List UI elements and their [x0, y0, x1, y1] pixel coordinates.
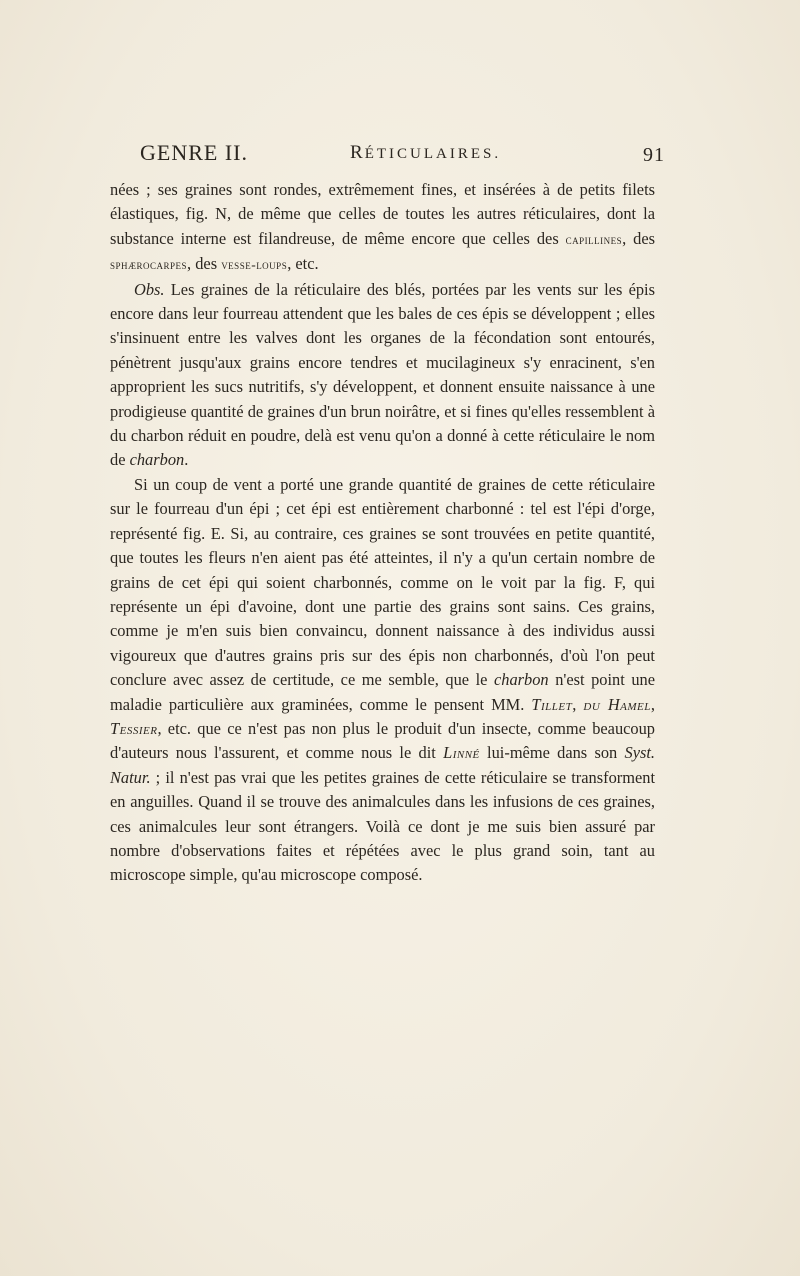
genre-label: GENRE II.: [140, 140, 248, 165]
work-syst-natur: Syst. Natur.: [110, 743, 656, 787]
author-tessier: Tessier: [110, 718, 158, 738]
text-run: nées ; ses graines sont rondes, extrêmement fines, et insérées à de petits filets élastiques, fig. N, de même que celles de toutes les autres réticulaires, dont la substance interne est filandreuse, de même encore que celles des: [110, 180, 655, 248]
term-charbon: charbon: [494, 670, 549, 690]
text-run: , des: [187, 254, 222, 274]
text-run: ,: [650, 694, 655, 714]
author-tillet: Tillet: [531, 694, 573, 714]
term-charbon: charbon: [129, 450, 185, 470]
section-title-rest: ÉTICULAIRES.: [364, 146, 502, 162]
genus-capillines: capillines: [565, 231, 623, 247]
text-run: , etc. que ce n'est pas non plus le produit d'un insecte, comme beaucoup d'auteurs nous l'assurent, et comme nous le dit: [110, 718, 655, 763]
text-run: .: [184, 450, 189, 470]
section-title: [350, 142, 501, 164]
section-title-initial: R: [350, 142, 365, 163]
genus-vesse-loups: vesse-loups: [221, 257, 288, 273]
paragraph-2: [110, 278, 655, 473]
author-du-hamel: du Hamel: [583, 694, 651, 714]
paragraph-1: [110, 178, 655, 278]
text-run: , des: [622, 228, 655, 248]
paragraph-3: [110, 473, 655, 888]
author-linne: Linné: [443, 743, 480, 763]
genus-sphaerocarpes: sphærocarpes: [110, 257, 188, 273]
text-run: Si un coup de vent a porté une grande quantité de graines de cette réticulaire sur le fourreau d'un épi ; cet épi est entièrement charbonné : tel est l'épi d'orge, représenté fig. E. Si, au contraire, ces graines se sont trouvées en petite quantité, que toutes les fleurs n'en aient pas été atteintes, il n'y a qu'un certain nombre de grains de cet épi qui soient charbonnés, comme on le voit par la fig. F, qui représente un épi d'avoine, dont une partie des grains sont sains. Ces grains, comme je m'en suis bien convaincu, donnent naissance à des individus aussi vigoureux que d'autres grains pris sur des épis non charbonnés, d'où l'on peut conclure avec assez de certitude, ce me semble, que le: [110, 474, 655, 690]
body-text: [110, 178, 655, 888]
obs-label: Obs.: [134, 279, 165, 299]
running-header: [140, 140, 665, 176]
text-run: ,: [572, 694, 584, 714]
page-number: 91: [643, 144, 665, 166]
text-run: , etc.: [287, 254, 319, 274]
text-run: ; il n'est pas vrai que les petites graines de cette réticulaire se transforment en anguilles. Quand il se trouve des animalcules dans les infusions de ces graines, ces animalcules leur sont étrangers. Voilà ce dont je me suis bien assuré par nombre d'observations faites et répétées avec le plus grand soin, tant au microscope simple, qu'au microscope composé.: [110, 767, 655, 885]
text-run: lui-même dans son: [479, 743, 625, 763]
text-run: Les graines de la réticulaire des blés, portées par les vents sur les épis encore dans leur fourreau attendent que les bales de ces épis se développent ; elles s'insinuent entre les valves dont les organes de la fécondation sont entourés, pénètrent jusqu'aux grains encore tendres et mucilagineux s'y enracinent, s'en approprient les sucs nutritifs, s'y développent, et donnent ensuite naissance à une prodigieuse quantité de graines d'un brun noirâtre, et si fines qu'elles ressemblent à du charbon réduit en poudre, delà est venu qu'on a donné à cette réticulaire le nom de: [110, 279, 655, 470]
text-run: n'est point une maladie particulière aux graminées, comme le pensent MM.: [110, 670, 655, 714]
